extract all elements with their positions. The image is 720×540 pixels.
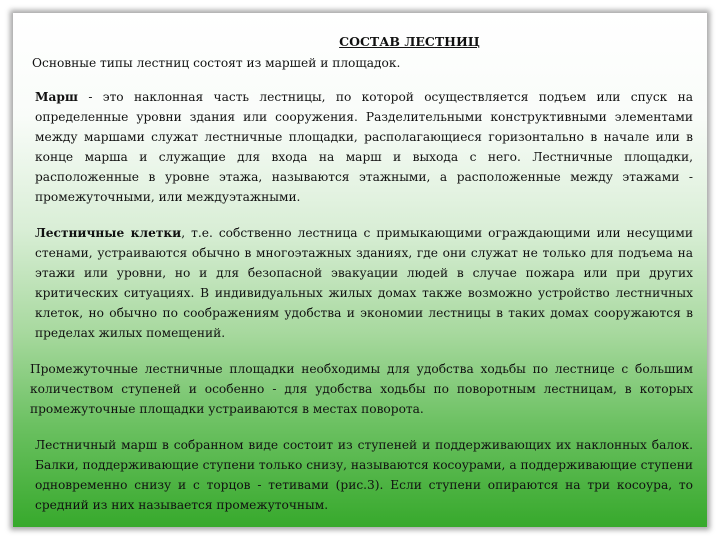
paragraph-flight: Лестничный марш в собранном виде состоит из ступеней и поддерживающих их наклонных балок. Балки, поддерживающие ступени только снизу, называются косоурами, а поддерживающие ступени одновременно снизу и с торцов - тетивами (рис.3). Если ступени опираются на три косоура, то средний из них называется промежуточным. [35, 438, 693, 512]
term-stairwell: Лестничные клетки [35, 226, 182, 240]
paragraph-landings: Промежуточные лестничные площадки необходимы для удобства ходьбы по лестнице с большим количеством ступеней и особенно - для удобства ходьбы по поворотным лестницам, в которых промежуточные площадки устраиваются в местах поворота. [30, 362, 693, 416]
slide-content [30, 33, 693, 515]
paragraph-march-text: - это наклонная часть лестницы, по которой осуществляется подъем или спуск на определенные уровни здания или сооружения. Разделительными конструктивными элементами между маршами служат лестничные площадки, располагающиеся горизонтально в начале или в конце марша и служащие для входа на марш и выхода с него. Лестничные площадки, расположенные в уровне этажа, называются этажными, а расположенные между этажами - промежуточными, или междуэтажными. [35, 90, 693, 204]
paragraph-stairwell-text: , т.е. собственно лестница с примыкающими ограждающими или несущими стенами, устраиваются обычно в многоэтажных зданиях, где они служат не только для подъема на этажи или уровни, но и для безопасной эвакуации людей в случае пожара или при других критических ситуациях. В индивидуальных жилых домах также возможно устройство лестничных клеток, но обычно по соображениям удобства и экономии лестницы в таких домах сооружаются в пределах жилых помещений. [35, 226, 694, 340]
paragraph-march [30, 87, 693, 207]
intro-text: Основные типы лестниц состоят из маршей и площадок. [32, 56, 401, 70]
term-march: Марш [35, 90, 79, 104]
paragraph-stairwell [30, 223, 693, 343]
slide-title: СОСТАВ ЛЕСТНИЦ [339, 34, 480, 49]
